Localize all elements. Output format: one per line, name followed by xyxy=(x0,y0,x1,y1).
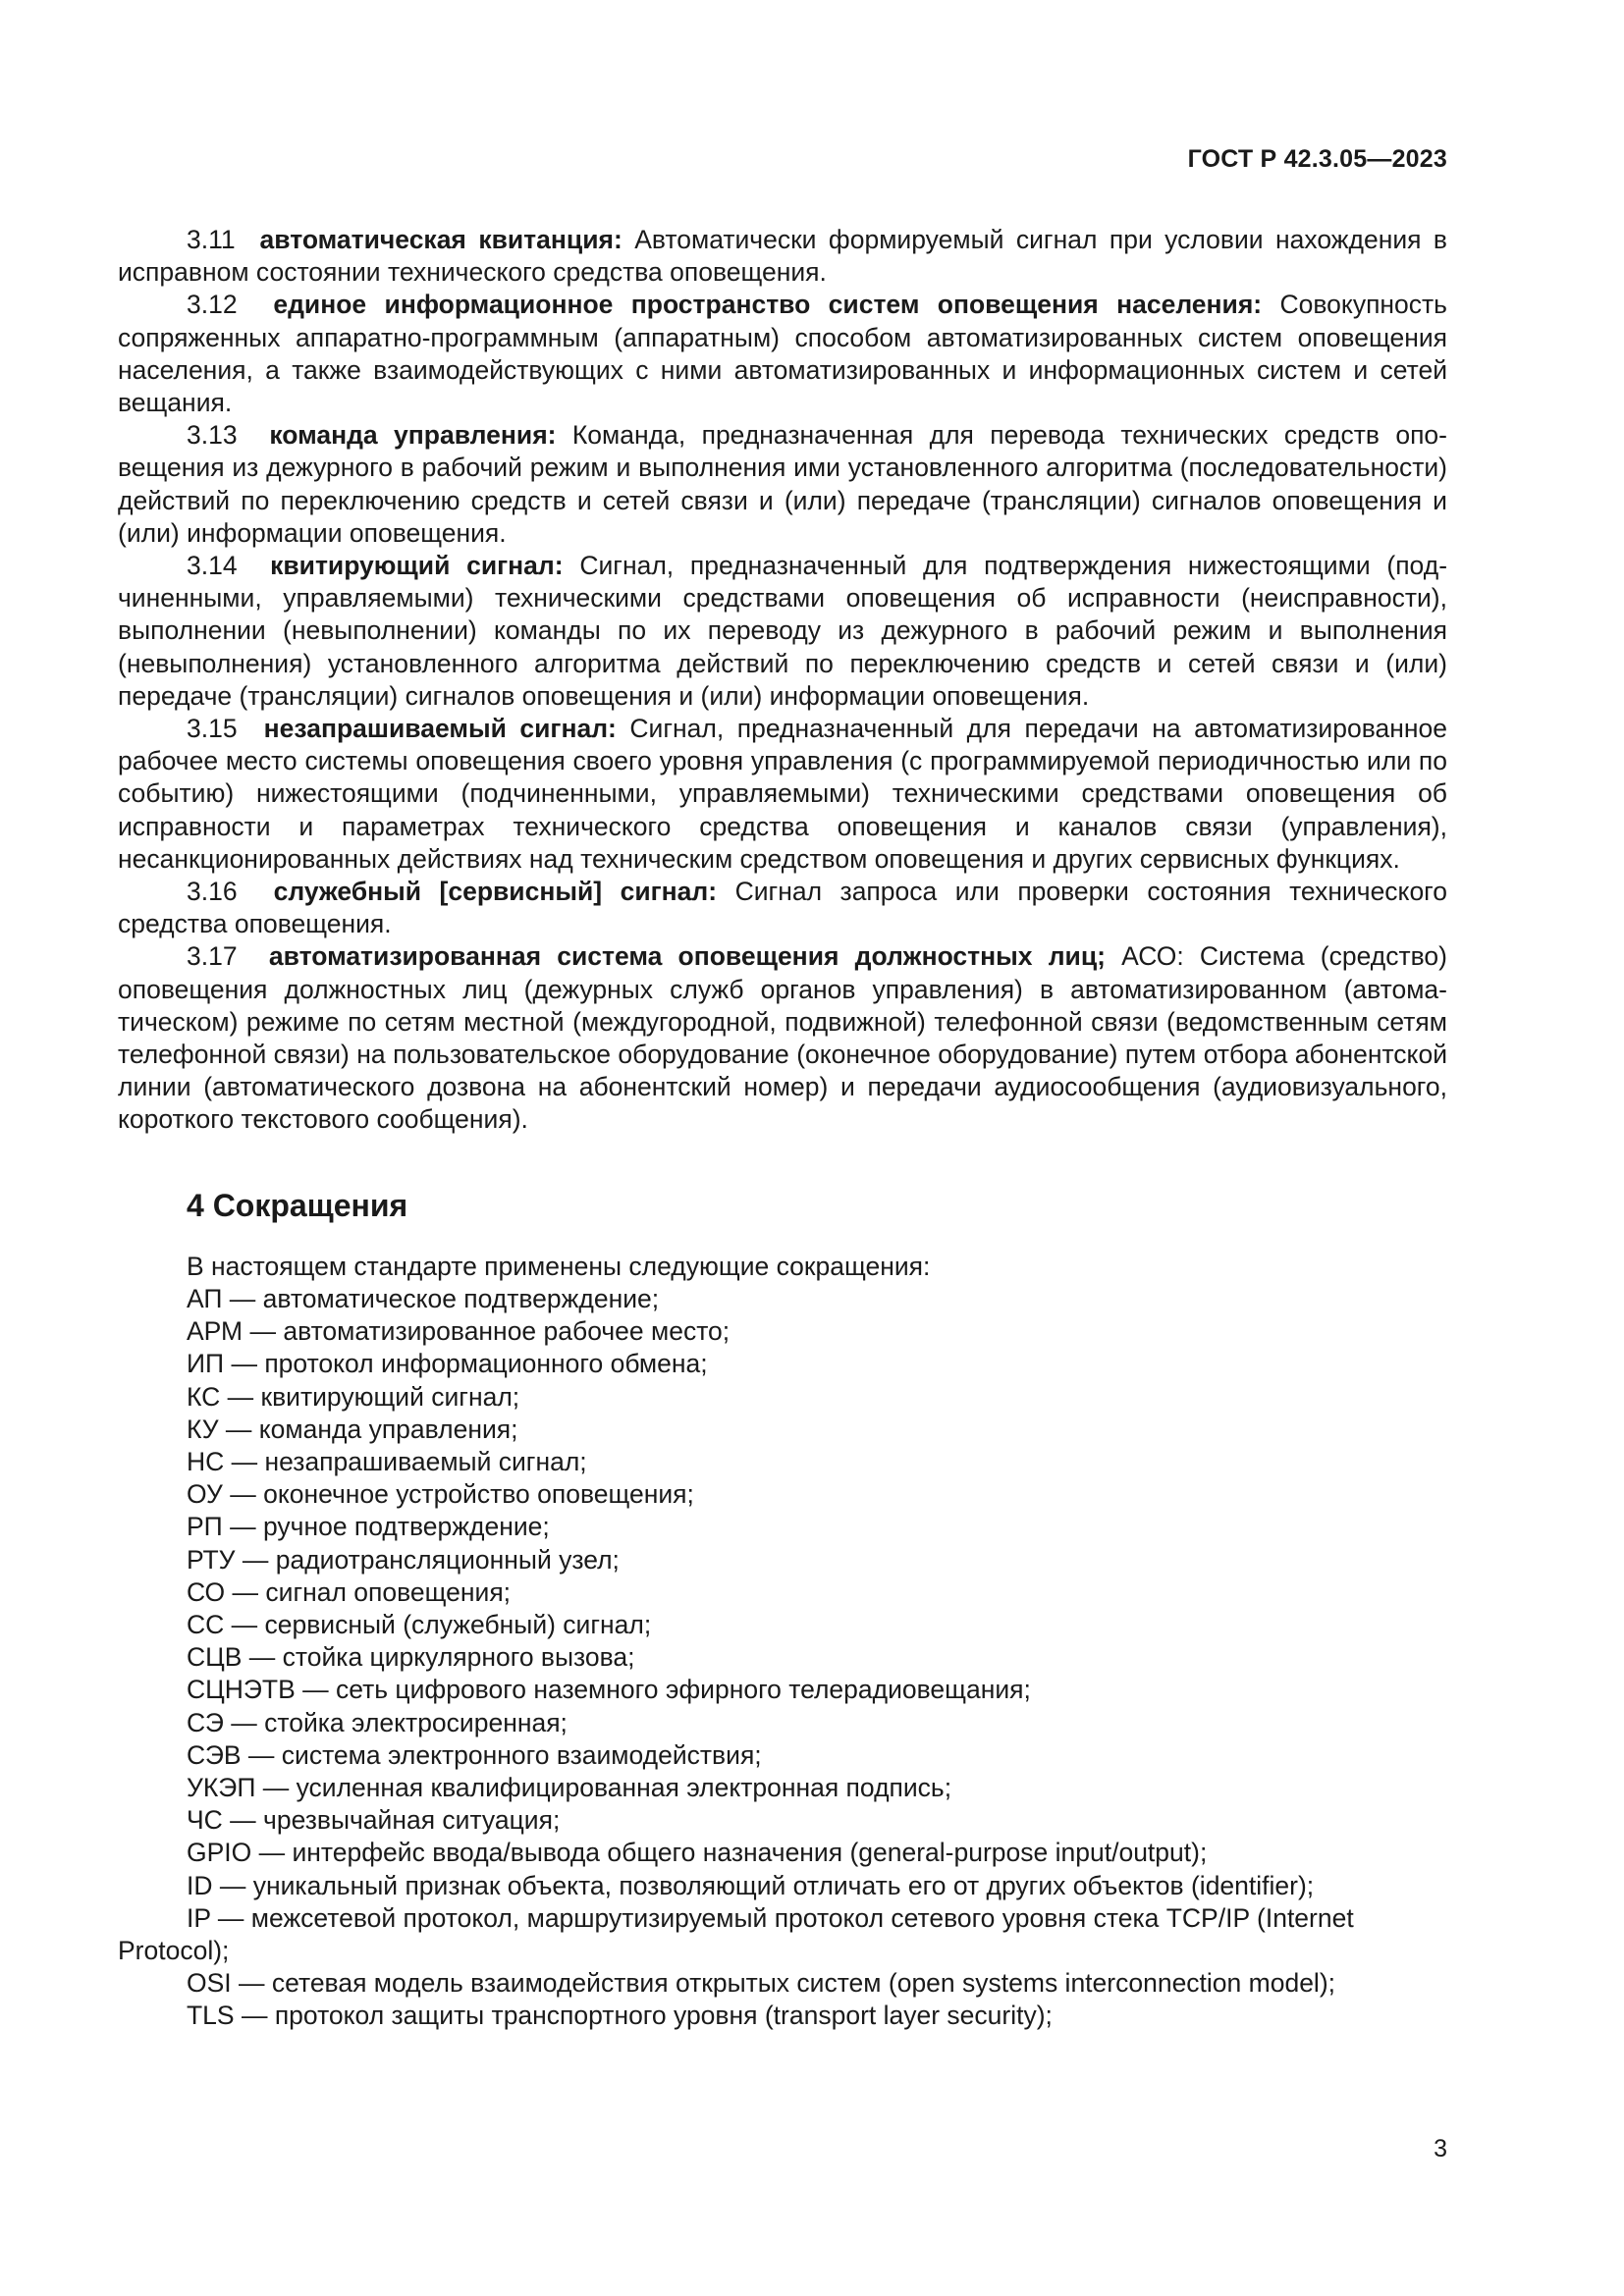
abbreviation-item: IP — межсетевой протокол, маршрутизируемый протокол сетевого уровня стека TCP/IP (Internet Protocol); xyxy=(118,1902,1354,1965)
abbreviation-item: СЭВ — система электронного взаимодействия; xyxy=(187,1739,762,1770)
abbreviation-item: ИП — протокол информационного обмена; xyxy=(187,1349,708,1379)
abbreviation-item: РП — ручное подтверждение; xyxy=(187,1512,550,1542)
abbreviation-item: ID — уникальный признак объекта, позволяющий отличать его от других объектов (identifier); xyxy=(187,1870,1315,1900)
definition-text: Сигнал, предназначенный для подтверждения нижестоящими (подчиненными, управляемыми) техническими средствами оповещения об исправности (неисправности), выполнении (невыполнении) команды по их переводу из дежурного в рабочий режим и выполнения (невыполнения) установленного алгоритма действий по переключению средств и сетей связи и (или) передаче (трансляции) сигналов оповещения и (или) информации оповещения. xyxy=(118,551,1448,711)
abbreviation-item: СЦВ — стойка циркулярного вызова; xyxy=(187,1642,635,1673)
definition-text: Сигнал, предназначенный для передачи на автоматизированное рабочее место системы оповещения своего уровня управления (с программируемой периодичностью или по событию) нижестоящими (подчиненными, управляемыми) техническими средствами оповещения об исправности и параметрах технического средства оповещения и каналов связи (управления), несанкционированных действиях над техническим средством оповещения и других сервисных функциях. xyxy=(118,714,1447,874)
definition-term: команда управления: xyxy=(269,420,557,451)
abbreviation-item: СЦНЭТВ — сеть цифрового наземного эфирного телерадиовещания; xyxy=(187,1675,1031,1705)
abbreviation-list xyxy=(118,1251,1447,2033)
definition-3-13 xyxy=(118,419,1447,550)
section-title: 4 Сокращения xyxy=(187,1187,408,1223)
abbreviation-item: КУ — команда управления; xyxy=(187,1414,518,1444)
definition-number: 3.14 xyxy=(187,551,238,581)
abbreviation-item: СЭ — стойка электросиренная; xyxy=(187,1707,568,1737)
definition-number: 3.13 xyxy=(187,420,238,451)
abbreviation-item: СО — сигнал оповещения; xyxy=(187,1576,512,1607)
abbreviation-item: ОУ — оконечное устройство оповещения; xyxy=(187,1479,694,1510)
abbreviation-item: GPIO — интерфейс ввода/вывода общего назначения (general-purpose input/output); xyxy=(187,1838,1208,1868)
abbreviation-item: ЧС — чрезвычайная ситуация; xyxy=(187,1805,561,1836)
abbreviation-item: СС — сервисный (служебный) сигнал; xyxy=(187,1609,652,1639)
abbreviation-item: АП — автоматическое подтверждение; xyxy=(187,1283,660,1313)
abbreviation-item: УКЭП — усиленная квалифицированная электронная подпись; xyxy=(187,1772,952,1802)
abbreviation-intro: В настоящем стандарте применены следующие сокращения: xyxy=(187,1251,931,1281)
document-code: ГОСТ Р 42.3.05—2023 xyxy=(1187,145,1447,173)
definition-3-12 xyxy=(118,289,1447,419)
definition-text: Совокупность сопряженных аппаратно-программным (аппаратным) способом автоматизированных систем оповещения населения, а также взаимодействующих с ними автоматизированных и информационных систем и сетей вещания. xyxy=(118,290,1447,418)
definition-text: Автоматически формируемый сигнал при условии нахождения в исправном состоянии технического средства оповещения. xyxy=(118,225,1448,288)
definition-3-17 xyxy=(118,940,1447,1136)
definition-number: 3.16 xyxy=(187,877,238,907)
definition-3-16 xyxy=(118,876,1447,940)
definition-text: Команда, предназначенная для перевода технических средств оповещения из дежурного в рабочий режим и выполнения ими установленного алгоритма (последовательности) действий по переключению средств и сетей связи и (или) передаче (трансляции) сигналов оповещения и (или) информации оповещения. xyxy=(118,420,1447,548)
definition-text: АСО: Система (средство) оповещения должностных лиц (дежурных служб органов управления) в автоматизированном (автоматическом) режиме по сетям местной (междугородной, подвижной) телефонной связи (ведомственным сетям телефонной связи) на пользовательское оборудование (оконечное оборудование) путем отбора абонентской линии (автоматического дозвона на абонентский номер) и передачи аудиосообщения (аудиовизуального, короткого текстового сообщения). xyxy=(118,941,1447,1135)
abbreviation-item: РТУ — радиотрансляционный узел; xyxy=(187,1544,620,1575)
abbreviation-item: TLS — протокол защиты транспортного уровня (transport layer security); xyxy=(187,2001,1053,2031)
page-number: 3 xyxy=(1434,2135,1447,2163)
page-content xyxy=(118,224,1447,2033)
abbreviation-item: АРМ — автоматизированное рабочее место; xyxy=(187,1316,731,1347)
abbreviation-item: OSI — сетевая модель взаимодействия открытых систем (open systems interconnection model); xyxy=(187,1968,1336,1999)
definition-3-15 xyxy=(118,713,1447,876)
definition-number: 3.11 xyxy=(187,225,236,254)
definition-term: незапрашиваемый сигнал: xyxy=(263,714,617,744)
definition-number: 3.15 xyxy=(187,714,238,744)
definition-3-14 xyxy=(118,550,1447,713)
definition-term: автоматизированная система оповещения должностных лиц; xyxy=(268,941,1106,972)
abbreviation-item: НС — незапрашиваемый сигнал; xyxy=(187,1446,587,1476)
definition-number: 3.17 xyxy=(187,941,238,972)
abbreviation-item: КС — квитирующий сигнал; xyxy=(187,1381,520,1412)
definition-term: служебный [сервисный] сигнал: xyxy=(273,877,718,907)
definition-number: 3.12 xyxy=(187,290,238,320)
definition-3-11 xyxy=(118,224,1447,289)
definition-term: квитирующий сигнал: xyxy=(270,551,564,581)
definition-term: автоматическая квитанция: xyxy=(259,225,623,254)
definition-term: единое информационное пространство систем оповещения населения: xyxy=(273,290,1263,320)
definition-text: Сигнал запроса или проверки состояния технического средства оповещения. xyxy=(118,877,1448,939)
